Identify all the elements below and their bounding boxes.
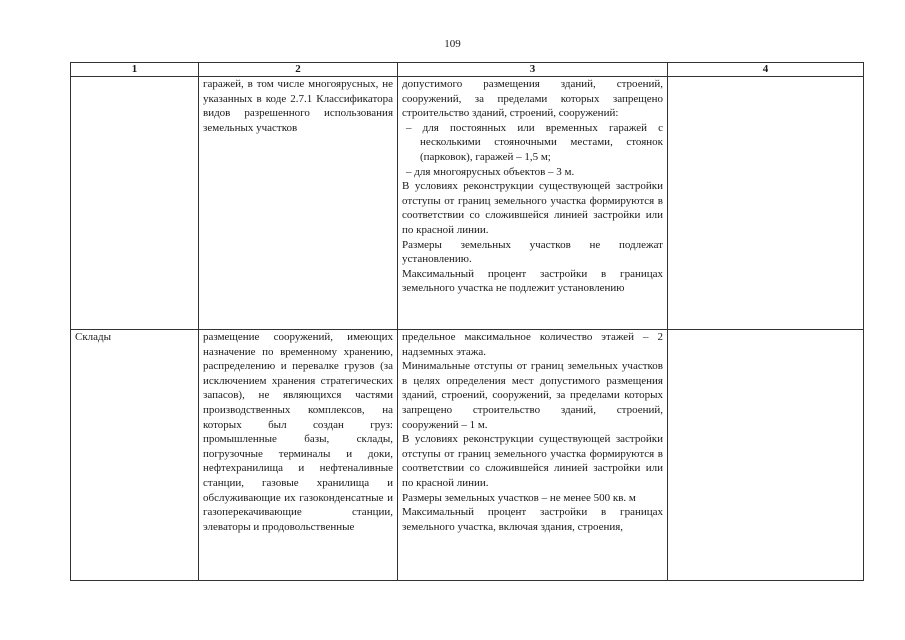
regulations-table xyxy=(70,62,864,581)
row1-col2: гаражей, в том числе многоярусных, не указанных в коде 2.7.1 Классификатора видов разрешенного использования земельных участков xyxy=(199,77,398,330)
row1-col1 xyxy=(71,77,199,330)
row2-col3-para-5: Максимальный процент застройки в границах земельного участка, включая здания, строения, xyxy=(402,506,663,533)
row1-col3-para-1: В условиях реконструкции существующей застройки отступы от границ земельного участка формируются в соответствии со сложившейся линией застройки или по красной линии. xyxy=(402,180,663,236)
row2-col1: Склады xyxy=(71,330,199,581)
column-header-4: 4 xyxy=(668,63,864,77)
table-header-row xyxy=(71,63,864,77)
table-row xyxy=(71,77,864,330)
row1-col3-bullet-1: – для постоянных или временных гаражей с несколькими стояночными местами, стоянок (парковок), гаражей – 1,5 м; xyxy=(406,121,663,163)
column-header-3: 3 xyxy=(398,63,668,77)
row1-col3-lead: допустимого размещения зданий, строений, сооружений, за пределами которых запрещено строительство зданий, строений, сооружений: xyxy=(402,78,663,120)
row1-col4 xyxy=(668,77,864,330)
row2-col3-para-4: Размеры земельных участков – не менее 500 кв. м xyxy=(402,491,636,504)
row1-col3-para-3: Максимальный процент застройки в границах земельного участка не подлежит установлению xyxy=(402,267,663,295)
row2-col3-para-3: В условиях реконструкции существующей застройки отступы от границ земельного участка формируются в соответствии со сложившейся линией застройки или по красной линии. xyxy=(402,433,663,489)
row1-col3 xyxy=(398,77,668,330)
column-header-2: 2 xyxy=(199,63,398,77)
row1-col3-para-2: Размеры земельных участков не подлежат установлению. xyxy=(402,238,663,266)
row2-col3 xyxy=(398,330,668,581)
column-header-1: 1 xyxy=(71,63,199,77)
row2-col3-para-1: предельное максимальное количество этажей – 2 надземных этажа. xyxy=(402,331,663,358)
row2-col4 xyxy=(668,330,864,581)
row2-col2: размещение сооружений, имеющих назначение по временному хранению, распределению и перевалке грузов (за исключением хранения стратегических запасов), не являющихся частями производственных комплексов, на которых был создан груз: промышленные базы, склады, погрузочные терминалы и доки, нефтехранилища и нефтеналивные станции, газовые хранилища и обслуживающие их газоконденсатные и газоперекачивающие станции, элеваторы и продовольственные xyxy=(199,330,398,581)
page-number: 109 xyxy=(444,38,461,50)
table-row xyxy=(71,330,864,581)
row2-col3-para-2: Минимальные отступы от границ земельных участков в целях определения мест допустимого размещения зданий, строений, сооружений, за пределами которых запрещено строительство зданий, строений, сооружений – 1 м. xyxy=(402,360,663,431)
row1-col3-bullet-2: – для многоярусных объектов – 3 м. xyxy=(406,165,575,178)
